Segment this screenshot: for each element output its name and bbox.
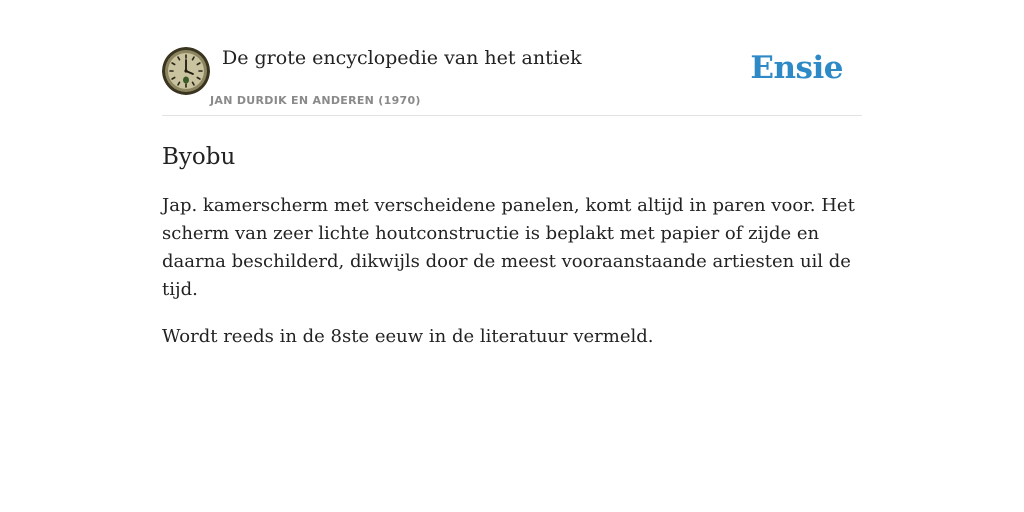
book-title[interactable]: De grote encyclopedie van het antiek [222, 47, 582, 69]
entry-body [162, 192, 862, 351]
entry-title: Byobu [162, 144, 236, 170]
entry-paragraph: Jap. kamerscherm met verscheidene panelen, komt altijd in paren voor. Het scherm van zeer lichte houtconstructie is beplakt met papier of zijde en daarna beschilderd, dikwijls door de meest vooraanstaande artiesten uil de tijd. [162, 195, 855, 300]
brand-logo-link[interactable]: Ensie [750, 50, 843, 86]
book-author: JAN DURDIK EN ANDEREN (1970) [210, 94, 421, 107]
entry-paragraph: Wordt reeds in de 8ste eeuw in de literatuur vermeld. [162, 326, 654, 347]
header [162, 46, 862, 116]
antique-clock-icon[interactable] [162, 47, 210, 95]
page [162, 0, 862, 351]
